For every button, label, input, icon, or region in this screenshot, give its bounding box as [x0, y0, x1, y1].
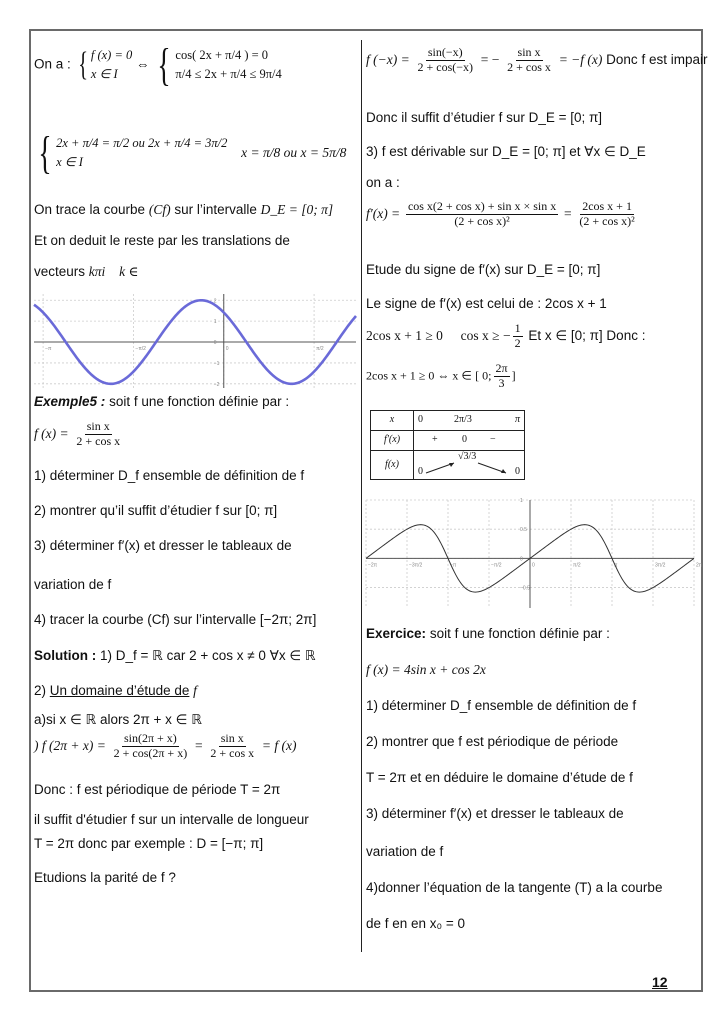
deduce-line: Et on deduit le reste par les translations de: [34, 233, 290, 248]
def-lhs: f (x) =: [34, 425, 69, 441]
question-1: 1) déterminer D_f ensemble de définition de f: [34, 468, 305, 483]
y-tick-label: 0: [520, 556, 523, 563]
example5-title: Exemple5 :: [34, 394, 106, 409]
x-value-1: 2π/3: [454, 414, 472, 425]
example5-heading: [34, 394, 289, 411]
x-tick-label: π/2: [573, 562, 581, 569]
x-tick-label: −π: [45, 346, 52, 353]
x-tick-label: π: [614, 562, 618, 569]
period-num1: sin(2π + x): [123, 731, 177, 745]
x-tick-label: π/2: [316, 346, 324, 353]
cf-symbol: (Cf): [148, 202, 171, 217]
period-frac-2: [208, 732, 256, 761]
period-den1: 2 + cos(2π + x): [113, 745, 188, 760]
column-divider: [361, 40, 362, 952]
derivative-equation: [366, 200, 639, 229]
vectors-math: kπi⃗ k ∈ ℤ: [88, 264, 153, 279]
odd-num2: sin x: [517, 45, 541, 59]
odd-equation: [366, 46, 707, 75]
exercise-heading: [366, 626, 610, 643]
derivable-line: 3) f est dérivable sur D_E = [0; π] et ∀x ∈ D_E: [366, 144, 646, 159]
f-value-2: 0: [515, 465, 520, 477]
on-a-line: on a :: [366, 175, 400, 190]
f-value-1: √3/3: [458, 451, 477, 462]
brace: {: [38, 127, 52, 178]
ineq-final-a: 2cos x + 1 ≥ 0 ⇔ x ∈: [366, 368, 472, 383]
x-value-0: 0: [418, 414, 423, 425]
sys-c-eq1: 2x + π/4 = π/2 ou 2x + π/4 = 3π/2: [56, 135, 228, 150]
trace-on: sur l’intervalle: [174, 202, 257, 217]
system-b: [175, 46, 281, 85]
x-value-2: π: [514, 414, 520, 425]
y-tick-label: 1: [520, 498, 523, 504]
donc-periodic: Donc : f est périodique de période T = 2π: [34, 782, 281, 797]
period-lhs: ) f (2π + x) =: [34, 737, 106, 753]
y-tick-label: 0: [213, 340, 217, 347]
f-value-0: 0: [418, 465, 423, 477]
exercise-definition: [366, 662, 486, 679]
period-frac-1: [112, 732, 190, 761]
x-label: x: [371, 411, 414, 431]
def-fraction: [74, 420, 122, 449]
example-interval: T = 2π donc par exemple : D = [−π; π]: [34, 836, 264, 851]
domain-heading: [34, 683, 197, 700]
sys-b-eq1: cos( 2x + π/4 ) = 0: [175, 47, 269, 62]
odd-den2: 2 + cos x: [507, 59, 551, 74]
question-3: 3) déterminer f′(x) et dresser le tableaux de: [34, 538, 292, 553]
odd-lhs: f (−x) =: [366, 51, 410, 67]
x-tick-label: −π/2: [490, 562, 502, 569]
variation-table: [370, 410, 525, 480]
exercise-q3: 3) déterminer f′(x) et dresser le tableaux de: [366, 806, 624, 821]
ineq-b: cos x ≥ −: [460, 327, 511, 343]
odd-conclusion: Donc f est impair: [606, 51, 708, 67]
domain-f: f: [193, 683, 197, 698]
exercise-q3b: variation de f: [366, 844, 444, 859]
x-tick-label: 2π: [696, 562, 703, 569]
brace: {: [77, 46, 88, 83]
fprime-sign-2: −: [490, 434, 496, 445]
x-tick-label: −π: [449, 562, 457, 569]
def-den: 2 + cos x: [76, 433, 121, 448]
odd-frac-1: [415, 46, 475, 75]
domain-title: Un domaine d’étude de: [49, 683, 190, 698]
var-row-fprime: [371, 431, 525, 451]
x-tick-label: 0: [532, 562, 535, 569]
sys-a-eq2: x ∈ I: [90, 67, 118, 81]
odd-den1: 2 + cos(−x): [417, 59, 474, 74]
y-tick-label: −1: [213, 360, 220, 367]
deriv-num1: cos x(2 + cos x) + sin x × sin x: [407, 199, 557, 213]
trace-text: On trace la courbe: [34, 202, 146, 217]
system-solutions: [34, 127, 347, 178]
solution-1-text: 1) D_f = ℝ car 2 + cos x ≠ 0 ∀x ∈ ℝ: [100, 648, 316, 663]
example5-intro: soit f une fonction définie par :: [109, 394, 290, 409]
ineq-final-b: [ 0;: [475, 368, 492, 383]
domain-prefix: 2): [34, 683, 47, 698]
exercise-q2: 2) montrer que f est périodique de période: [366, 734, 619, 749]
ineq-final-c: ]: [511, 368, 516, 383]
period-num2: sin x: [220, 731, 244, 745]
odd-num1: sin(−x): [427, 45, 463, 59]
exercise-q4: 4)donner l’équation de la tangente (T) a la courbe: [366, 880, 663, 895]
equals: =: [194, 737, 203, 753]
y-tick-label: 2: [213, 298, 217, 305]
x-tick-label: −π/2: [135, 346, 146, 353]
deriv-den1: (2 + cos x)²: [454, 213, 510, 228]
system-equivalence: [34, 39, 282, 90]
vectors-line: [34, 264, 152, 281]
x-tick-label: −3π/2: [408, 562, 423, 569]
inequality-line: [366, 322, 645, 351]
system-c: [56, 134, 227, 173]
ineq-a: 2cos x + 1 ≥ 0: [366, 327, 443, 343]
deriv-lhs: f′(x) =: [366, 205, 401, 221]
ineq-final-num: 2π: [495, 361, 508, 375]
question-4: 4) tracer la courbe (Cf) sur l’intervalle [−2π; 2π]: [34, 612, 317, 627]
a-si-line: a)si x ∈ ℝ alors 2π + x ∈ ℝ: [34, 712, 202, 727]
equals: =: [564, 205, 572, 221]
x-values: [414, 411, 525, 431]
period-den2: 2 + cos x: [210, 745, 255, 760]
ineq-b-num: 1: [514, 321, 521, 335]
trace-interval: D_E = [0; π]: [260, 202, 334, 217]
odd-frac-2: [505, 46, 553, 75]
x-tick-label: 3π/2: [655, 562, 666, 569]
fprime-signs: [414, 431, 525, 451]
ineq-final-frac: [494, 362, 510, 391]
variation-arrows: [414, 451, 516, 479]
parity-question: Etudions la parité de f ?: [34, 870, 176, 885]
fprime-label: f′(x): [371, 431, 414, 451]
equiv-symbol: ⇔: [136, 56, 150, 72]
x-tick-label: 0: [225, 346, 229, 353]
y-tick-label: −2: [213, 381, 220, 388]
fprime-sign-1: 0: [462, 434, 467, 445]
def-num: sin x: [86, 419, 110, 433]
exercise-q4b: de f en en x₀ = 0: [366, 916, 466, 931]
exercise-intro: soit f une fonction définie par :: [429, 626, 610, 641]
chart-cosine-curve: [34, 294, 356, 388]
fprime-sign-0: +: [432, 434, 438, 445]
odd-mid: = −: [480, 51, 500, 67]
exercise-q1: 1) déterminer D_f ensemble de définition de f: [366, 698, 637, 713]
question-2: 2) montrer qu’il suffit d’étudier f sur [0; π]: [34, 503, 278, 518]
inequality-final: [366, 362, 516, 391]
ineq-c: Et x ∈ [0; π] Donc :: [528, 327, 646, 343]
solutions: x = π/8 ou x = 5π/8: [241, 144, 347, 160]
y-tick-label: −0.5: [520, 585, 530, 592]
period-rhs: = f (x): [261, 737, 297, 753]
y-tick-label: 1: [213, 319, 217, 326]
vectors-label: vecteurs: [34, 264, 86, 279]
system-a: [91, 46, 132, 85]
y-tick-label: 0.5: [520, 527, 527, 534]
trace-line: [34, 202, 333, 219]
f-label: f(x): [371, 451, 414, 480]
example5-definition: [34, 420, 124, 449]
var-row-x: [371, 411, 525, 431]
deriv-frac-1: [406, 200, 558, 229]
sys-a-eq1: f (x) = 0: [90, 47, 133, 62]
exercise-title: Exercice:: [366, 626, 427, 641]
solution-1: [34, 648, 316, 665]
deriv-frac-2: [577, 200, 636, 229]
question-3b: variation de f: [34, 577, 112, 592]
odd-rhs: = −f (x): [558, 51, 603, 67]
periodicity-equation: [34, 732, 296, 761]
signe-celui: Le signe de f′(x) est celui de : 2cos x + 1: [366, 296, 607, 311]
deriv-num2: 2cos x + 1: [582, 199, 632, 213]
on-a-label: On a :: [34, 56, 71, 72]
exercise-def: f (x) = 4sin x + cos 2x: [366, 662, 486, 677]
chart-sin-over-2pluscos: [366, 498, 703, 608]
exercise-q2b: T = 2π et en déduire le domaine d’étude de f: [366, 770, 633, 785]
brace: {: [157, 39, 171, 90]
etude-signe: Etude du signe de f′(x) sur D_E = [0; π]: [366, 262, 601, 277]
f-values: [414, 451, 525, 480]
ineq-b-frac: [513, 322, 523, 351]
var-row-f: [371, 451, 525, 480]
suffit-de: Donc il suffit d’étudier f sur D_E = [0; π]: [366, 110, 603, 125]
deriv-den2: (2 + cos x)²: [579, 213, 635, 228]
ineq-b-den: 2: [514, 335, 521, 350]
sys-c-eq2: x ∈ I: [56, 155, 83, 169]
solution-label: Solution :: [34, 648, 97, 663]
suffit-interval: il suffit d'étudier f sur un intervalle de longueur: [34, 812, 309, 827]
x-tick-label: −2π: [367, 562, 378, 569]
page-number: 12: [652, 974, 668, 990]
ineq-final-den: 3: [498, 375, 505, 390]
sys-b-eq2: π/4 ≤ 2x + π/4 ≤ 9π/4: [175, 67, 282, 81]
